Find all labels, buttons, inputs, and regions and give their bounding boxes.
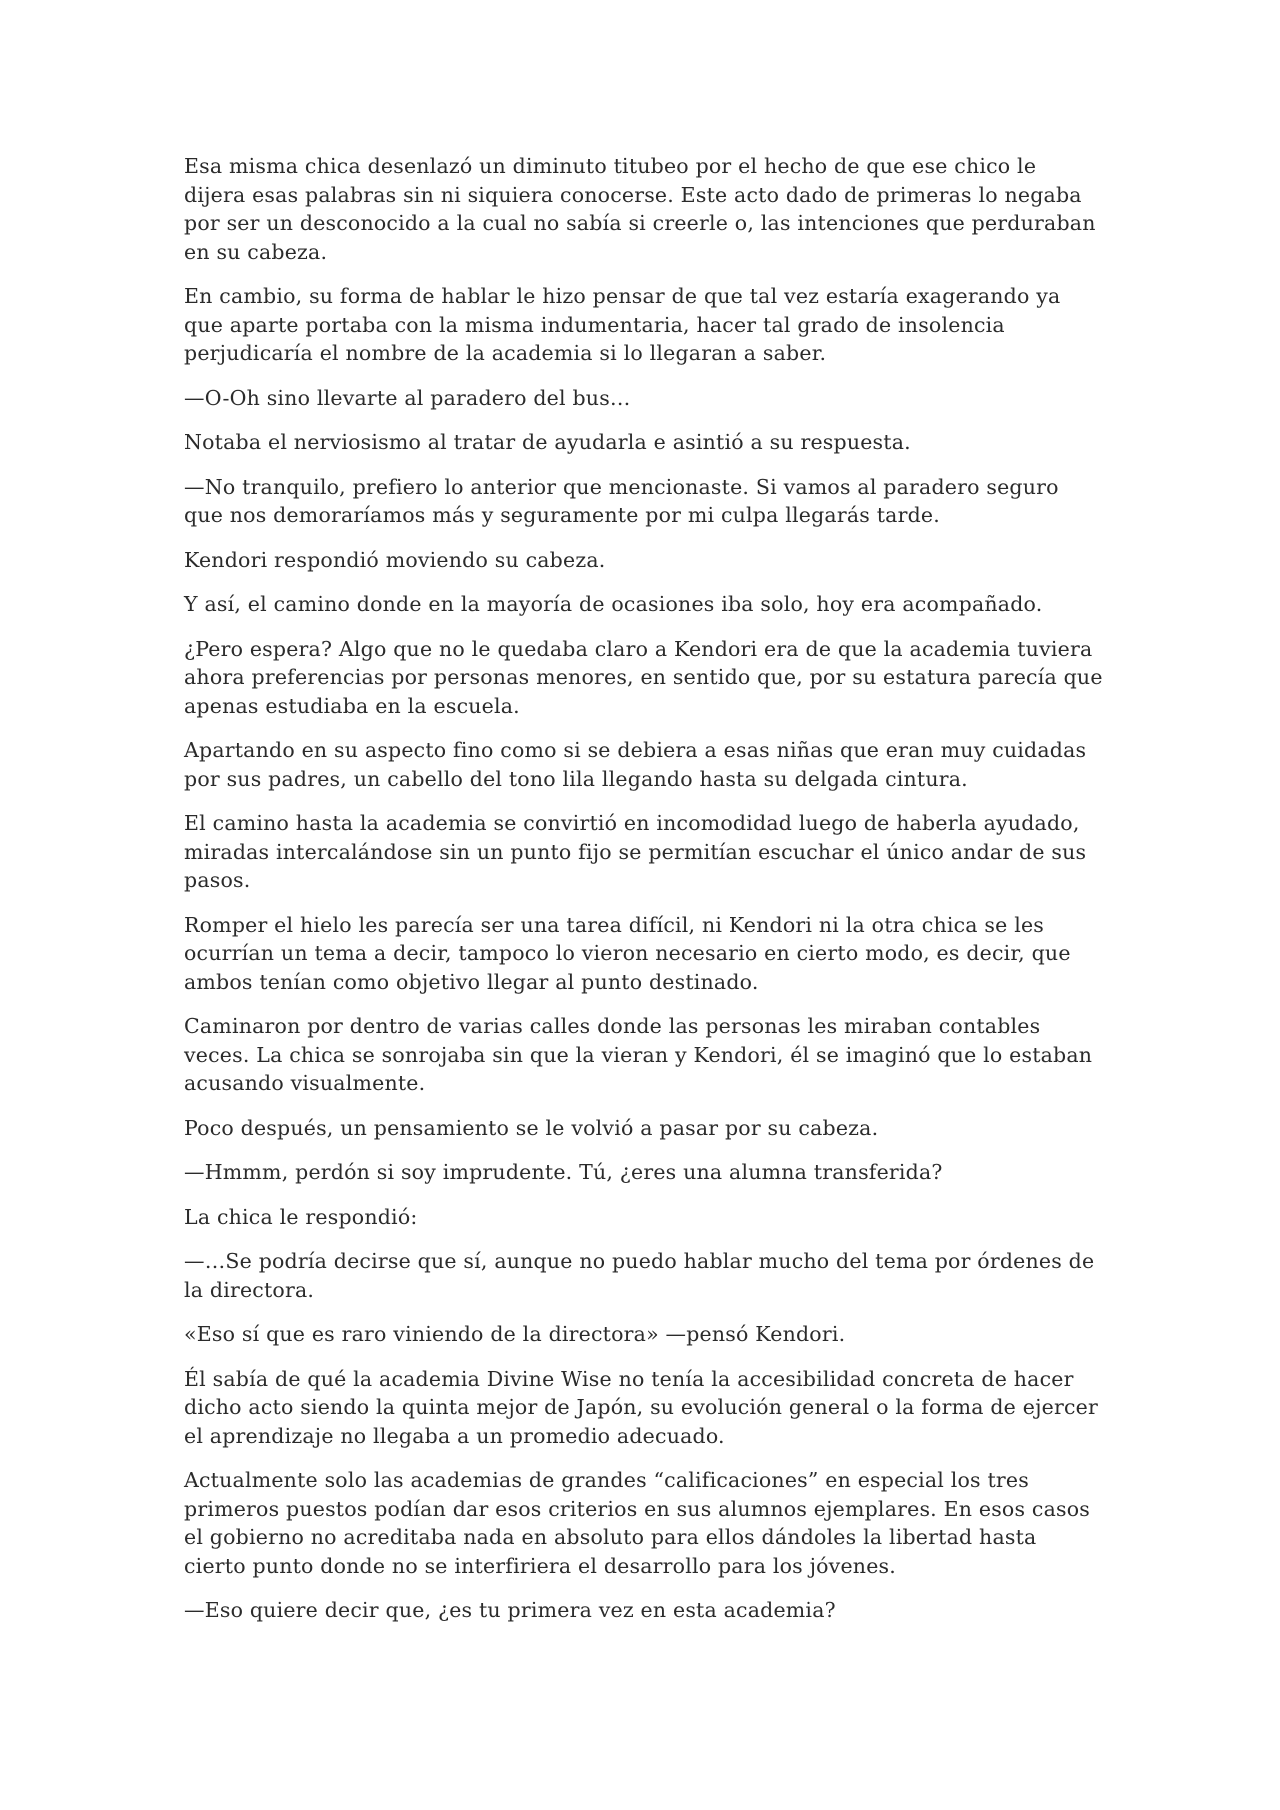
paragraph: Caminaron por dentro de varias calles donde las personas les miraban contables veces. La chica se sonrojaba sin que la vieran y Kendori, él se imaginó que lo estaban acusando visualmente. [184,1014,1093,1095]
paragraph: El camino hasta la academia se convirtió en incomodidad luego de haberla ayudado, miradas intercalándose sin un punto fijo se permitían escuchar el único andar de sus pasos. [184,811,1087,892]
dialogue-line: —Eso quiere decir que, ¿es tu primera vez en esta academia? [184,1598,836,1622]
dialogue-line: —Hmmm, perdón si soy imprudente. Tú, ¿eres una alumna transferida? [184,1160,943,1184]
paragraph: Él sabía de qué la academia Divine Wise no tenía la accesibilidad concreta de hacer dicho acto siendo la quinta mejor de Japón, su evolución general o la forma de ejercer el aprendizaje no llegaba a un promedio adecuado. [184,1366,1098,1448]
dialogue-line: —…Se podría decirse que sí, aunque no puedo hablar mucho del tema por órdenes de la directora. [184,1249,1095,1302]
thought-line: «Eso sí que es raro viniendo de la directora» —pensó Kendori. [184,1322,846,1346]
paragraph: Romper el hielo les parecía ser una tarea difícil, ni Kendori ni la otra chica se les ocurrían un tema a decir, tampoco lo vieron necesario en cierto modo, es decir, que ambos tenían como objetivo llegar al punto destinado. [184,912,1071,994]
paragraph: Apartando en su aspecto fino como si se debiera a esas niñas que eran muy cuidadas por sus padres, un cabello del tono lila llegando hasta su delgada cintura. [184,738,1087,791]
paragraph: ¿Pero espera? Algo que no le quedaba claro a Kendori era de que la academia tuviera ahora preferencias por personas menores, en sentido que, por su estatura parecía que apenas estudiaba en la escuela. [184,636,1103,718]
document-body [184,152,1104,1641]
paragraph: Esa misma chica desenlazó un diminuto titubeo por el hecho de que ese chico le dijera esas palabras sin ni siquiera conocerse. Este acto dado de primeras lo negaba por ser un desconocido a la cual no sabía si creerle o, las intenciones que perduraban en su cabeza. [184,154,1096,264]
paragraph: Poco después, un pensamiento se le volvió a pasar por su cabeza. [184,1115,879,1140]
dialogue-line: —No tranquilo, prefiero lo anterior que mencionaste. Si vamos al paradero seguro que nos demoraríamos más y seguramente por mi culpa llegarás tarde. [184,474,1059,527]
paragraph: Notaba el nerviosismo al tratar de ayudarla e asintió a su respuesta. [184,430,911,454]
paragraph: La chica le respondió: [184,1204,418,1229]
paragraph: Y así, el camino donde en la mayoría de ocasiones iba solo, hoy era acompañado. [184,592,1043,616]
paragraph: Kendori respondió moviendo su cabeza. [184,547,606,572]
paragraph: En cambio, su forma de hablar le hizo pensar de que tal vez estaría exagerando ya que aparte portaba con la misma indumentaria, hacer tal grado de insolencia perjudicaría el nombre de la academia si lo llegaran a saber. [184,284,1061,365]
paragraph: Actualmente solo las academias de grandes “calificaciones” en especial los tres primeros puestos podían dar esos criterios en sus alumnos ejemplares. En esos casos el gobierno no acreditaba nada en absoluto para ellos dándoles la libertad hasta cierto punto donde no se interfiriera el desarrollo para los jóvenes. [184,1468,1090,1578]
dialogue-line: —O-Oh sino llevarte al paradero del bus… [184,385,631,410]
